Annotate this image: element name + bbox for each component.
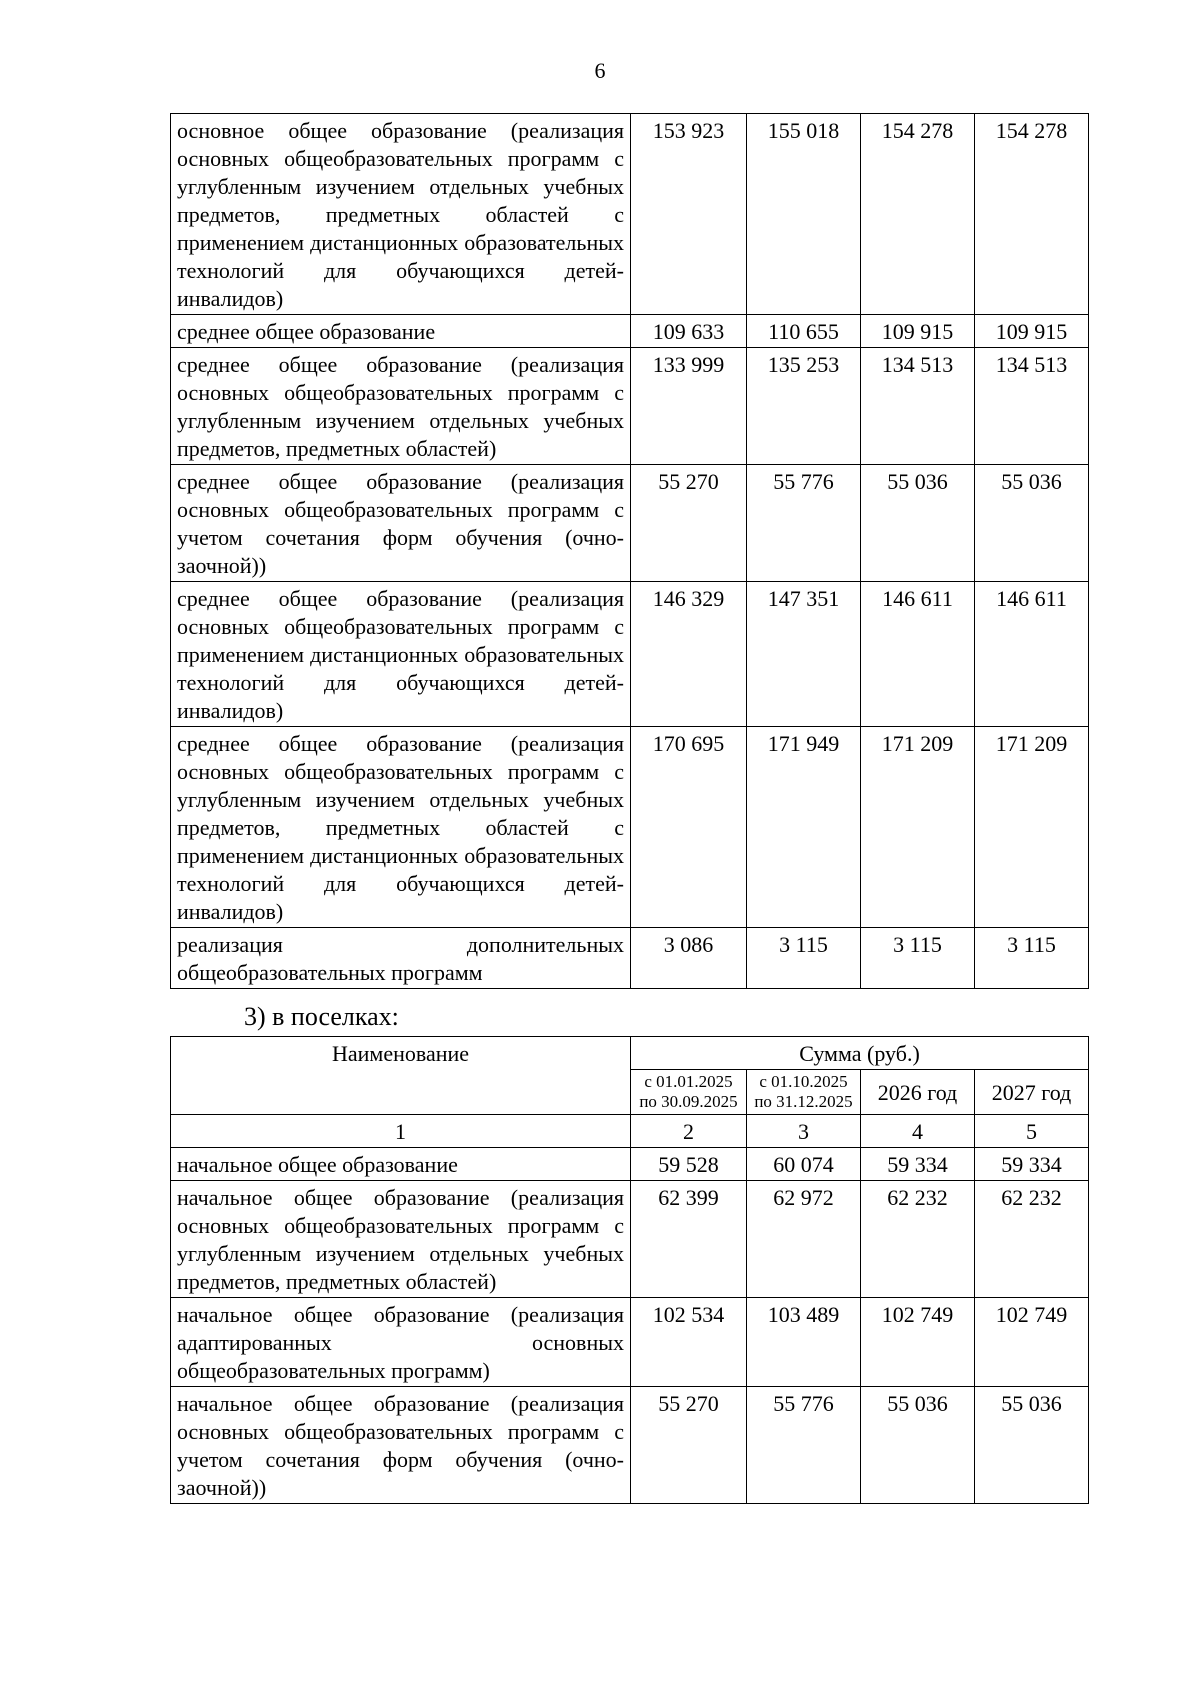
row-value: 59 528 <box>631 1148 747 1181</box>
row-value: 60 074 <box>747 1148 861 1181</box>
row-value: 171 209 <box>861 727 975 928</box>
column-number-row <box>171 1115 1089 1148</box>
table-row <box>171 1181 1089 1298</box>
row-value: 3 086 <box>631 928 747 989</box>
row-value: 154 278 <box>975 114 1089 315</box>
table-row <box>171 727 1089 928</box>
row-value: 135 253 <box>747 348 861 465</box>
row-value: 110 655 <box>747 315 861 348</box>
row-value: 146 329 <box>631 582 747 727</box>
table-row <box>171 1298 1089 1387</box>
row-value: 171 209 <box>975 727 1089 928</box>
row-value: 62 232 <box>861 1181 975 1298</box>
table-row <box>171 1148 1089 1181</box>
header-period-1-end: по 30.09.2025 <box>639 1092 738 1111</box>
table-row <box>171 114 1089 315</box>
budget-table-settlements <box>170 1036 1089 1504</box>
row-value: 55 776 <box>747 1387 861 1504</box>
row-value: 171 949 <box>747 727 861 928</box>
header-year-2026: 2026 год <box>861 1070 975 1115</box>
header-period-2 <box>747 1070 861 1115</box>
row-value: 109 915 <box>861 315 975 348</box>
row-value: 146 611 <box>975 582 1089 727</box>
row-value: 55 776 <box>747 465 861 582</box>
header-sum: Сумма (руб.) <box>631 1037 1089 1070</box>
row-value: 3 115 <box>975 928 1089 989</box>
row-value: 103 489 <box>747 1298 861 1387</box>
row-name: среднее общее образование (реализация основных общеобразовательных программ с применением дистанционных образовательных технологий для обучающихся детей-инвалидов) <box>171 582 631 727</box>
header-period-1 <box>631 1070 747 1115</box>
row-value: 59 334 <box>861 1148 975 1181</box>
column-number: 1 <box>171 1115 631 1148</box>
row-value: 62 972 <box>747 1181 861 1298</box>
row-name: начальное общее образование (реализация основных общеобразовательных программ с углубленным изучением отдельных учебных предметов, предметных областей) <box>171 1181 631 1298</box>
row-name: основное общее образование (реализация основных общеобразовательных программ с углубленным изучением отдельных учебных предметов, предметных областей с применением дистанционных образовательных технологий для обучающихся детей-инвалидов) <box>171 114 631 315</box>
row-name: среднее общее образование (реализация основных общеобразовательных программ с углубленным изучением отдельных учебных предметов, предметных областей с применением дистанционных образовательных технологий для обучающихся детей-инвалидов) <box>171 727 631 928</box>
row-value: 146 611 <box>861 582 975 727</box>
column-number: 5 <box>975 1115 1089 1148</box>
row-value: 55 036 <box>861 465 975 582</box>
table-header-row <box>171 1037 1089 1070</box>
row-value: 154 278 <box>861 114 975 315</box>
budget-table-continued <box>170 113 1089 989</box>
row-value: 170 695 <box>631 727 747 928</box>
row-value: 134 513 <box>861 348 975 465</box>
row-name: начальное общее образование (реализация адаптированных основных общеобразовательных программ) <box>171 1298 631 1387</box>
table-row <box>171 348 1089 465</box>
table-row <box>171 1387 1089 1504</box>
table-row <box>171 315 1089 348</box>
row-value: 153 923 <box>631 114 747 315</box>
row-value: 109 633 <box>631 315 747 348</box>
table-row <box>171 582 1089 727</box>
row-value: 147 351 <box>747 582 861 727</box>
section-heading: 3) в поселках: <box>244 1002 399 1031</box>
row-value: 62 399 <box>631 1181 747 1298</box>
row-value: 102 749 <box>975 1298 1089 1387</box>
row-value: 109 915 <box>975 315 1089 348</box>
row-value: 55 036 <box>861 1387 975 1504</box>
table-row <box>171 465 1089 582</box>
table-row <box>171 928 1089 989</box>
row-value: 3 115 <box>747 928 861 989</box>
header-period-2-start: с 01.10.2025 <box>759 1072 848 1091</box>
row-name: среднее общее образование (реализация основных общеобразовательных программ с учетом сочетания форм обучения (очно-заочной)) <box>171 465 631 582</box>
row-name: среднее общее образование <box>171 315 631 348</box>
row-value: 102 534 <box>631 1298 747 1387</box>
column-number: 4 <box>861 1115 975 1148</box>
row-value: 55 036 <box>975 465 1089 582</box>
header-period-1-start: с 01.01.2025 <box>644 1072 733 1091</box>
column-number: 3 <box>747 1115 861 1148</box>
row-value: 133 999 <box>631 348 747 465</box>
row-value: 55 270 <box>631 465 747 582</box>
row-value: 102 749 <box>861 1298 975 1387</box>
row-value: 62 232 <box>975 1181 1089 1298</box>
header-period-2-end: по 31.12.2025 <box>754 1092 853 1111</box>
row-name: реализация дополнительных общеобразовательных программ <box>171 928 631 989</box>
row-name: среднее общее образование (реализация основных общеобразовательных программ с углубленным изучением отдельных учебных предметов, предметных областей) <box>171 348 631 465</box>
row-value: 59 334 <box>975 1148 1089 1181</box>
row-value: 3 115 <box>861 928 975 989</box>
row-value: 55 036 <box>975 1387 1089 1504</box>
row-name: начальное общее образование <box>171 1148 631 1181</box>
column-number: 2 <box>631 1115 747 1148</box>
page-number: 6 <box>594 58 606 83</box>
row-value: 55 270 <box>631 1387 747 1504</box>
header-year-2027: 2027 год <box>975 1070 1089 1115</box>
row-value: 134 513 <box>975 348 1089 465</box>
row-value: 155 018 <box>747 114 861 315</box>
header-name: Наименование <box>171 1037 631 1115</box>
row-name: начальное общее образование (реализация основных общеобразовательных программ с учетом сочетания форм обучения (очно-заочной)) <box>171 1387 631 1504</box>
